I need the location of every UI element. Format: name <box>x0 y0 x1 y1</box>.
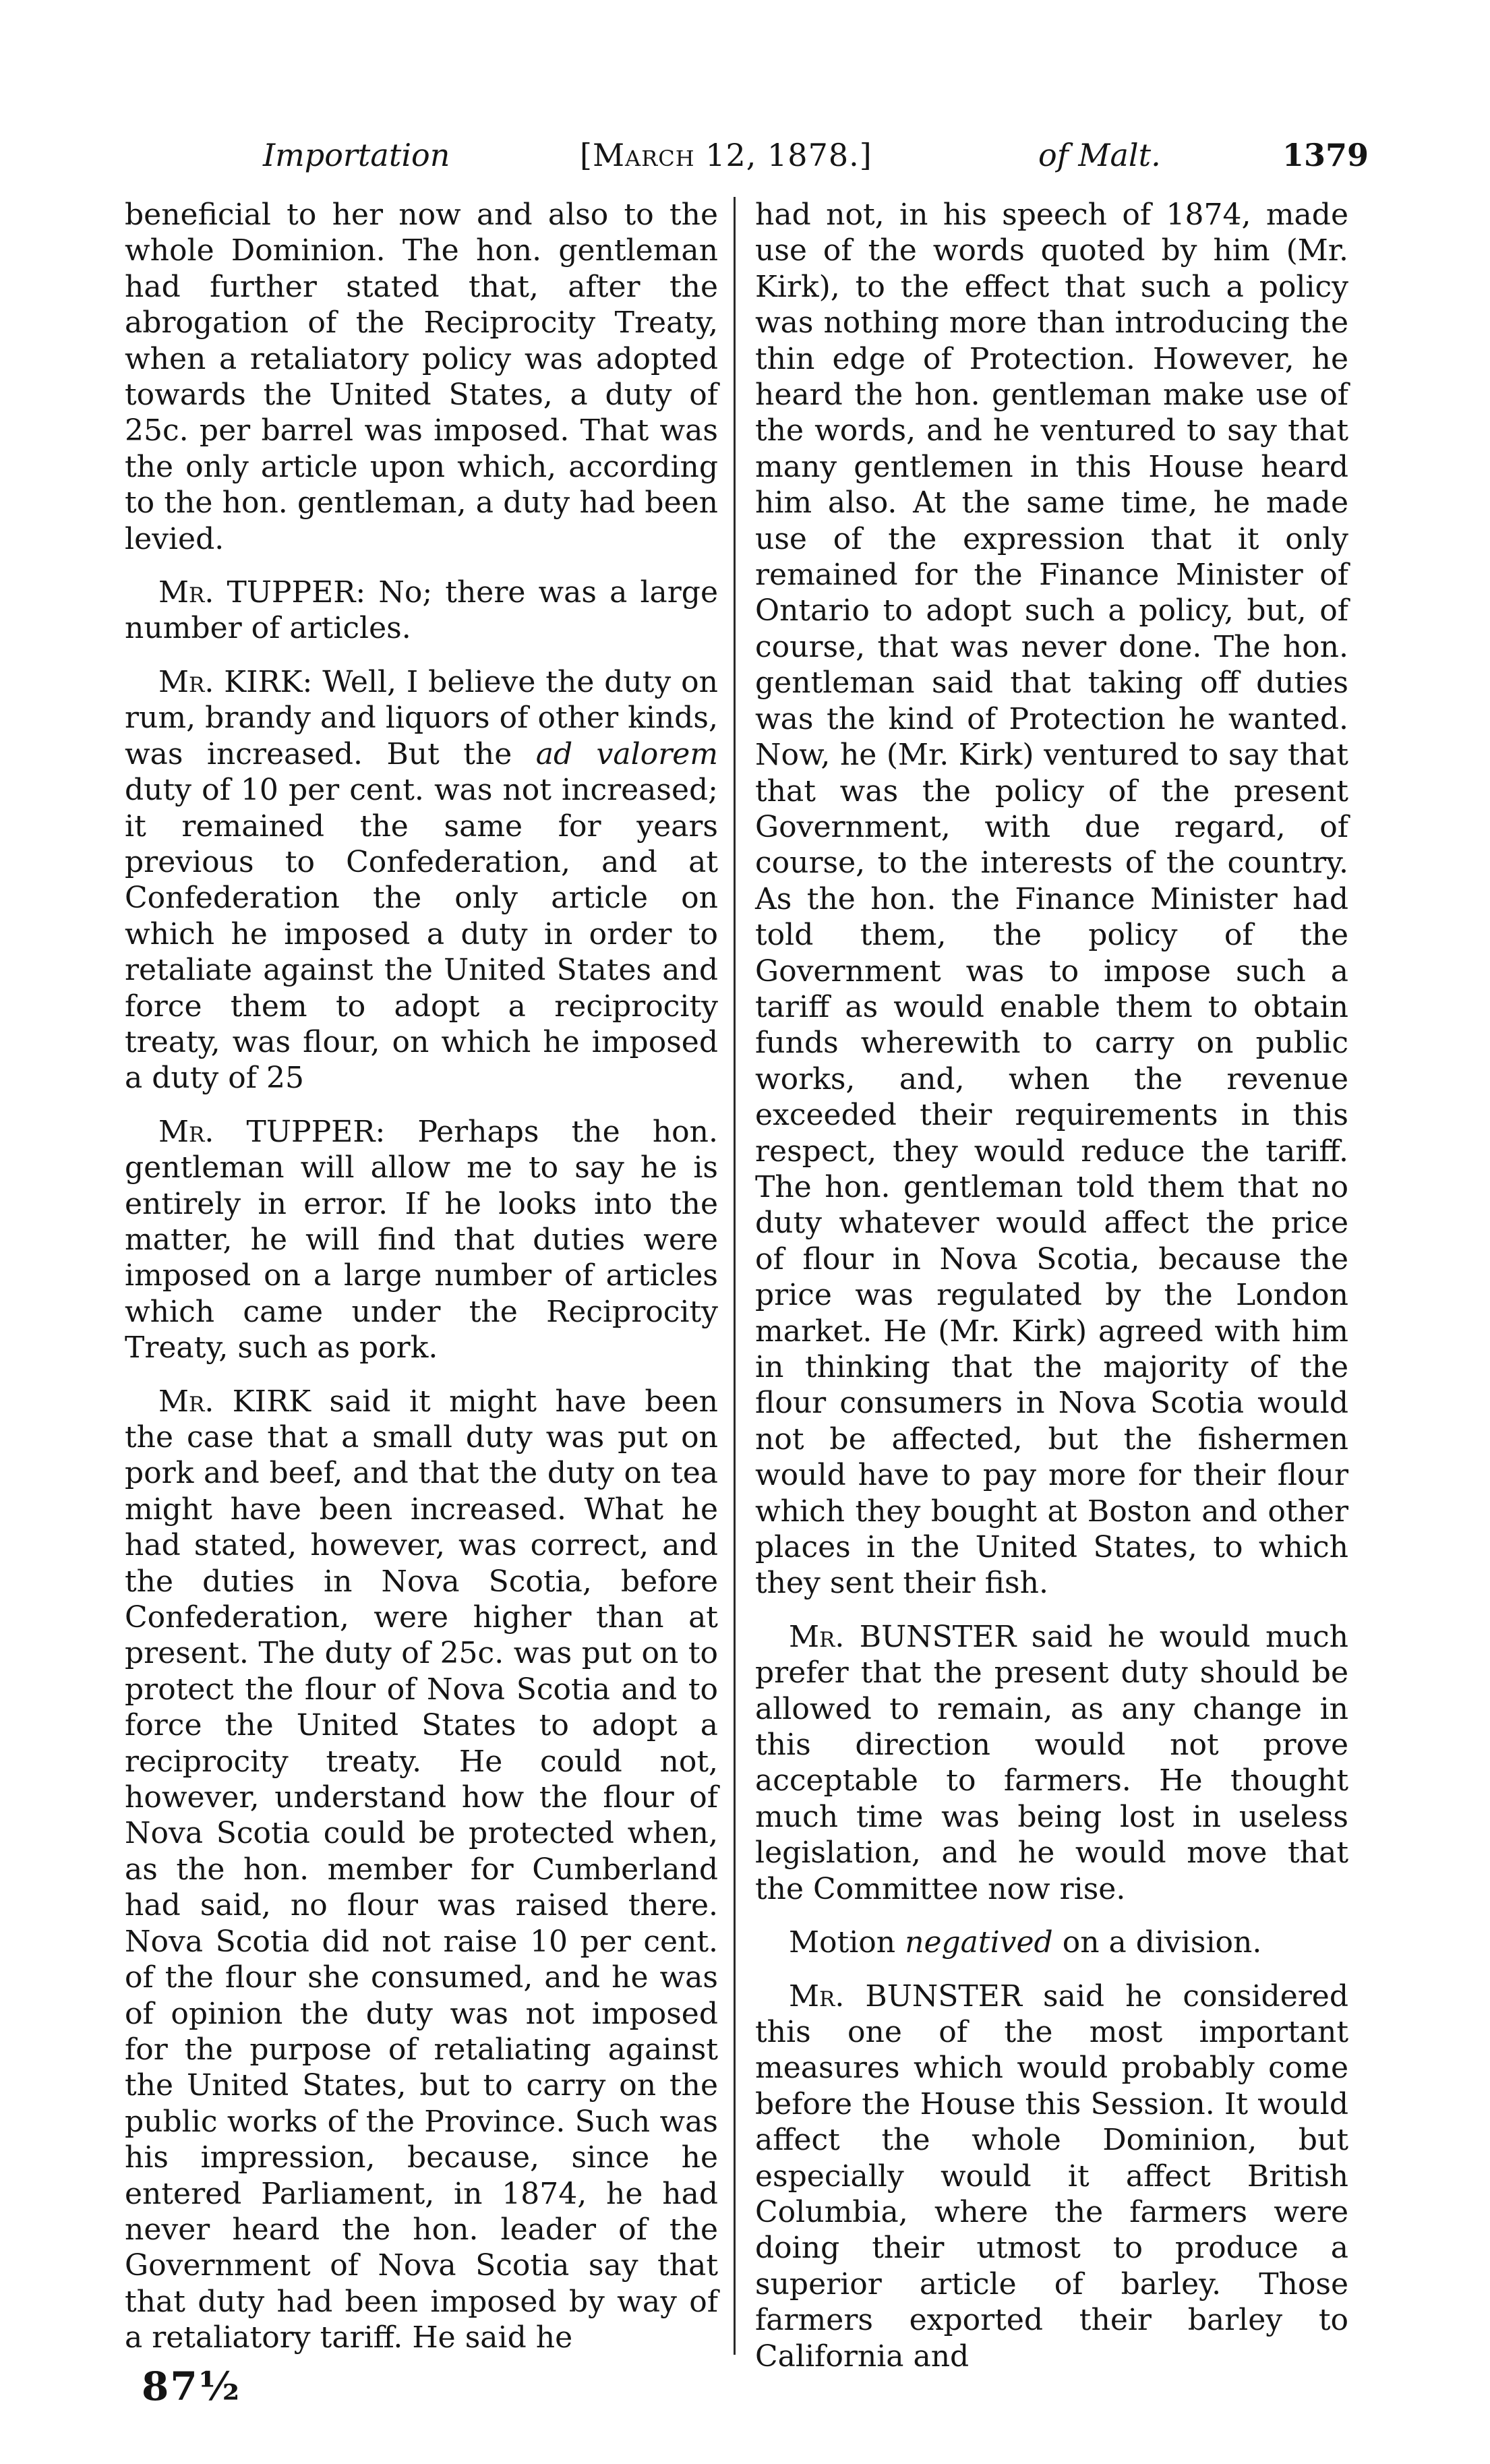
motion-text: Motion <box>789 1925 905 1960</box>
speaker-name: Mr. KIRK <box>158 664 303 699</box>
italic-term: ad valorem <box>535 736 718 771</box>
paragraph <box>755 1925 1348 1960</box>
header-subtopic: of Malt. <box>1038 137 1161 173</box>
motion-text: on a division. <box>1052 1925 1262 1960</box>
paragraph: had not, in his speech of 1874, made use of the words quoted by him (Mr. Kirk), to the effect that such a policy was nothing more than introducing the thin edge of Protection. However, he heard the hon. gentleman make use of the words, and he ventured to say that many gentlemen in this House heard him also. At the same time, he made use of the expression that it only remained for the Finance Minister of Ontario to adopt such a policy, but, of course, that was never done. The hon. gentleman said that taking off duties was the kind of Protection he wanted. Now, he (Mr. Kirk) ventured to say that that was the policy of the present Government, with due regard, of course, to the interests of the country. As the hon. the Finance Minister had told them, the policy of the Government was to impose such a tariff as would enable them to obtain funds wherewith to carry on public works, and, when the revenue exceeded their requirements in this respect, they would reduce the tariff. The hon. gentleman told them that no duty whatever would affect the price of flour in Nova Scotia, because the price was regulated by the London market. He (Mr. Kirk) agreed with him in thinking that the majority of the flour consumers in Nova Scotia would not be affected, but the fishermen would have to pay more for their flour which they bought at Boston and other places in the United States, to which they sent their fish. <box>755 198 1348 1601</box>
paragraph <box>125 1114 718 1366</box>
paragraph <box>755 1978 1348 2374</box>
page-number: 1379 <box>1282 137 1369 173</box>
paragraph <box>125 1384 718 2356</box>
speaker-name: Mr. TUPPER <box>158 575 356 610</box>
speaker-name: Mr. TUPPER <box>158 1114 376 1149</box>
paragraph <box>755 1619 1348 1907</box>
paragraph <box>125 664 718 1096</box>
speech-text: said he considered this one of the most important measures which would probably come before the House this Session. It would affect the whole Dominion, but especially would it affect British Columbia, where the farmers were doing their utmost to produce a superior article of barley. Those farmers exported their barley to California and <box>755 1978 1348 2374</box>
left-column <box>125 197 718 2374</box>
speaker-name: Mr. BUNSTER <box>789 1619 1017 1654</box>
column-divider <box>734 197 736 2355</box>
speaker-name: Mr. BUNSTER <box>789 1978 1023 2014</box>
right-column <box>755 197 1348 2392</box>
speech-text: said it might have been the case that a small duty was put on pork and beef, and that the duty on tea might have been increased. What he had stated, however, was correct, and the duties in Nova Scotia, before Confederation, were higher than at present. The duty of 25c. was put on to protect the flour of Nova Scotia and to force the United States to adopt a reciprocity treaty. He could not, however, understand how the flour of Nova Scotia could be protected when, as the hon. member for Cumberland had said, no flour was raised there. Nova Scotia did not raise 10 per cent. of the flour she consumed, and he was of opinion the duty was not imposed for the purpose of retaliating against the United States, but to carry on the public works of the Province. Such was his impression, because, since he entered Parliament, in 1874, he had never heard the hon. leader of the Government of Nova Scotia say that that duty had been imposed by way of a retaliatory tariff. He said he <box>125 1384 719 2355</box>
paragraph: beneficial to her now and also to the whole Dominion. The hon. gentleman had further stated that, after the abrogation of the Reciprocity Treaty, when a retaliatory policy was adopted towards the United States, a duty of 25c. per barrel was imposed. That was the only article upon which, according to the hon. gentleman, a duty had been levied. <box>125 198 718 556</box>
paragraph <box>125 575 718 647</box>
italic-term: negatived <box>905 1925 1053 1960</box>
speech-text: said he would much prefer that the present duty should be allowed to remain, as any change in this direction would not prove acceptable to farmers. He thought much time was being lost in useless legislation, and he would move that the Committee now rise. <box>755 1619 1348 1906</box>
speaker-name: Mr. KIRK <box>158 1384 311 1419</box>
speech-text: : Perhaps the hon. gentleman will allow me to say he is entirely in error. If he looks into the matter, he will find that duties were imposed on a large number of articles which came under the Reciprocity Treaty, such as pork. <box>125 1114 718 1366</box>
speech-text: duty of 10 per cent. was not increased; it remained the same for years previous to Confederation, and at Confederation the only article on which he imposed a duty in order to retaliate against the United States and force them to adopt a reciprocity treaty, was flour, on which he imposed a duty of 25 <box>125 773 718 1096</box>
speech-text: : Well, I believe the duty on rum, brandy and liquors of other kinds, was increased. But the <box>125 664 718 771</box>
sheet-signature: 87½ <box>142 2364 241 2409</box>
speech-text: : No; there was a large number of articles. <box>125 575 718 646</box>
header-date: [March 12, 1878.] <box>580 137 872 173</box>
header-topic: Importation <box>263 137 450 173</box>
page-header <box>263 135 1369 189</box>
